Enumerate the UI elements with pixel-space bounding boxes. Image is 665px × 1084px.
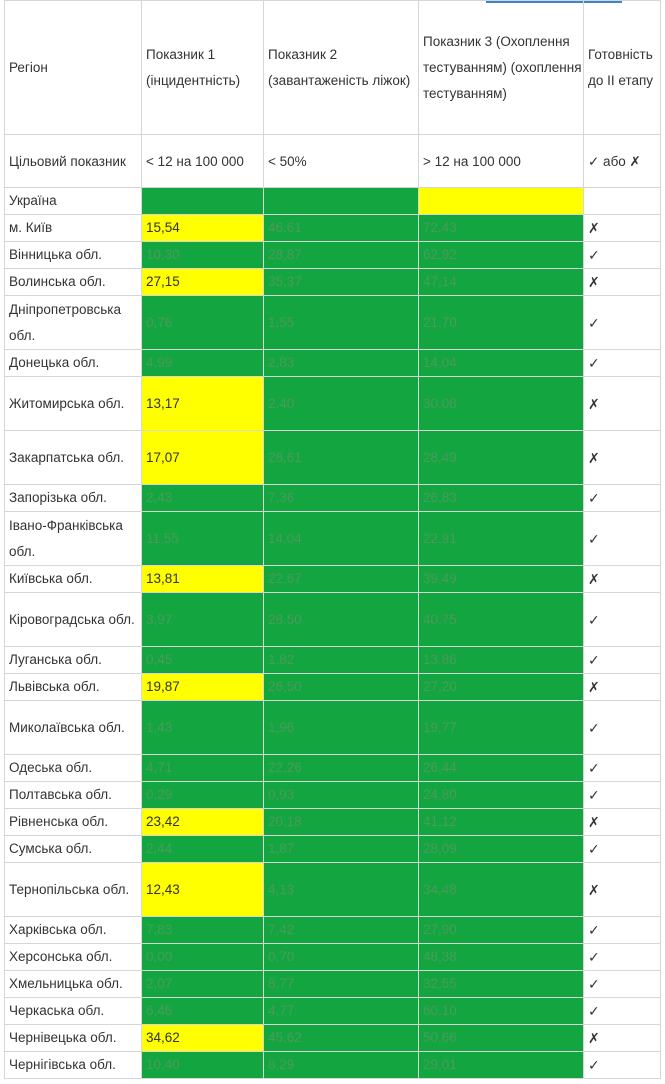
region-name: Кіровоградська обл. (5, 593, 142, 647)
indicator-1-value: 1,43 (142, 701, 264, 755)
indicator-3-value: 41,12 (419, 809, 584, 836)
table-row (5, 1025, 661, 1052)
table-row (5, 863, 661, 917)
region-name: Івано-Франківська обл. (5, 512, 142, 566)
target-indicator-1: < 12 на 100 000 (142, 135, 264, 188)
region-name: Полтавська обл. (5, 782, 142, 809)
region-name: Україна (5, 188, 142, 215)
region-name: Миколаївська обл. (5, 701, 142, 755)
indicator-2-value: 22,67 (264, 566, 419, 593)
region-name: Донецька обл. (5, 350, 142, 377)
table-row (5, 971, 661, 998)
indicator-2-value: 26,50 (264, 674, 419, 701)
table-row (5, 269, 661, 296)
table-row (5, 296, 661, 350)
indicator-3-value: 21,70 (419, 296, 584, 350)
indicator-1-value: 10,30 (142, 242, 264, 269)
indicator-3-value: 27,20 (419, 674, 584, 701)
indicator-2-value: 45,62 (264, 1025, 419, 1052)
target-readiness: ✓ або ✗ (584, 135, 661, 188)
indicator-1-value: 11,55 (142, 512, 264, 566)
table-row (5, 782, 661, 809)
indicator-2-value: 8,77 (264, 971, 419, 998)
indicator-1-value: 4,71 (142, 755, 264, 782)
readiness-mark: ✓ (584, 782, 661, 809)
indicator-2-value: 28,50 (264, 593, 419, 647)
indicator-2-value: 28,87 (264, 242, 419, 269)
indicator-3-value: 27,90 (419, 917, 584, 944)
indicator-3-value: 62,92 (419, 242, 584, 269)
readiness-mark: ✗ (584, 809, 661, 836)
indicator-2-value: 8,29 (264, 1052, 419, 1079)
readiness-mark: ✓ (584, 836, 661, 863)
indicator-1-value: 34,62 (142, 1025, 264, 1052)
indicator-3-value: 50,66 (419, 1025, 584, 1052)
indicator-1-value: 6,46 (142, 998, 264, 1025)
readiness-mark: ✗ (584, 1025, 661, 1052)
readiness-mark: ✗ (584, 674, 661, 701)
readiness-mark: ✓ (584, 512, 661, 566)
indicator-3-value: 47,14 (419, 269, 584, 296)
indicator-3-value: 72,43 (419, 215, 584, 242)
table-row (5, 188, 661, 215)
indicator-2-value: 1,55 (264, 296, 419, 350)
indicator-2-value: 22,26 (264, 755, 419, 782)
table-row (5, 566, 661, 593)
readiness-mark: ✗ (584, 377, 661, 431)
region-name: Черкаська обл. (5, 998, 142, 1025)
indicator-1-value: 27,15 (142, 269, 264, 296)
indicator-3-value: 28,49 (419, 431, 584, 485)
indicator-3-value: 14,04 (419, 350, 584, 377)
region-name: Херсонська обл. (5, 944, 142, 971)
header-indicator-2: Показник 2 (завантаженість ліжок) (264, 1, 419, 135)
readiness-mark: ✓ (584, 242, 661, 269)
readiness-mark: ✓ (584, 296, 661, 350)
indicator-1-value: 23,42 (142, 809, 264, 836)
table-row (5, 485, 661, 512)
target-indicator-2: < 50% (264, 135, 419, 188)
indicator-1-value: 13,17 (142, 377, 264, 431)
readiness-table (4, 0, 661, 1079)
indicator-1-value: 13,81 (142, 566, 264, 593)
indicator-3-value: 30,08 (419, 377, 584, 431)
indicator-2-value: 2,83 (264, 350, 419, 377)
readiness-mark: ✗ (584, 215, 661, 242)
readiness-mark: ✓ (584, 944, 661, 971)
indicator-3-value: 24,80 (419, 782, 584, 809)
indicator-3-value: 48,38 (419, 944, 584, 971)
indicator-2-value: 7,42 (264, 917, 419, 944)
region-name: Чернівецька обл. (5, 1025, 142, 1052)
indicator-3-value: 19,77 (419, 701, 584, 755)
region-name: Хмельницька обл. (5, 971, 142, 998)
indicator-2-value: 4,77 (264, 998, 419, 1025)
table-row (5, 836, 661, 863)
table-row (5, 701, 661, 755)
indicator-1-value: 3,97 (142, 593, 264, 647)
region-name: Тернопільська обл. (5, 863, 142, 917)
indicator-2-value: 4,13 (264, 863, 419, 917)
indicator-2-value: 0,70 (264, 944, 419, 971)
indicator-3-value: 26,83 (419, 485, 584, 512)
region-name: Львівська обл. (5, 674, 142, 701)
readiness-mark: ✓ (584, 1052, 661, 1079)
indicator-2-value: 2,40 (264, 377, 419, 431)
indicator-3-value: 60,10 (419, 998, 584, 1025)
indicator-3-value (419, 188, 584, 215)
table-row (5, 512, 661, 566)
indicator-2-value: 46,61 (264, 215, 419, 242)
header-readiness: Готовність до ІІ етапу (584, 1, 661, 135)
indicator-1-value: 2,44 (142, 836, 264, 863)
region-name: Закарпатська обл. (5, 431, 142, 485)
indicator-1-value: 2,07 (142, 971, 264, 998)
region-name: Чернігівська обл. (5, 1052, 142, 1079)
table-row (5, 593, 661, 647)
table-row (5, 647, 661, 674)
indicator-2-value: 28,61 (264, 431, 419, 485)
readiness-mark (584, 188, 661, 215)
target-indicator-3: > 12 на 100 000 (419, 135, 584, 188)
table-row (5, 944, 661, 971)
indicator-2-value: 7,36 (264, 485, 419, 512)
indicator-2-value: 1,96 (264, 701, 419, 755)
indicator-1-value: 17,07 (142, 431, 264, 485)
indicator-1-value: 0,29 (142, 782, 264, 809)
indicator-2-value: 0,93 (264, 782, 419, 809)
indicator-3-value: 32,55 (419, 971, 584, 998)
readiness-mark: ✓ (584, 998, 661, 1025)
table-row (5, 809, 661, 836)
indicator-3-value: 29,01 (419, 1052, 584, 1079)
indicator-3-value: 39,49 (419, 566, 584, 593)
readiness-mark: ✓ (584, 485, 661, 512)
readiness-mark: ✗ (584, 566, 661, 593)
indicator-2-value (264, 188, 419, 215)
indicator-1-value: 0,45 (142, 647, 264, 674)
region-name: Рівненська обл. (5, 809, 142, 836)
table-row (5, 350, 661, 377)
readiness-mark: ✓ (584, 917, 661, 944)
indicator-3-value: 26,44 (419, 755, 584, 782)
table-row (5, 674, 661, 701)
indicator-2-value: 1,82 (264, 647, 419, 674)
region-name: Луганська обл. (5, 647, 142, 674)
indicator-1-value: 0,76 (142, 296, 264, 350)
header-row (5, 1, 661, 135)
region-name: Одеська обл. (5, 755, 142, 782)
indicator-3-value: 28,09 (419, 836, 584, 863)
readiness-mark: ✗ (584, 431, 661, 485)
readiness-mark: ✗ (584, 269, 661, 296)
indicator-3-value: 13,86 (419, 647, 584, 674)
table-row (5, 215, 661, 242)
indicator-1-value: 2,43 (142, 485, 264, 512)
region-name: Вінницька обл. (5, 242, 142, 269)
indicator-2-value: 35,37 (264, 269, 419, 296)
table-row (5, 1052, 661, 1079)
region-name: Сумська обл. (5, 836, 142, 863)
readiness-mark: ✓ (584, 647, 661, 674)
indicator-1-value: 4,99 (142, 350, 264, 377)
readiness-mark: ✗ (584, 863, 661, 917)
table-row (5, 917, 661, 944)
region-name: Харківська обл. (5, 917, 142, 944)
indicator-3-value: 22,91 (419, 512, 584, 566)
indicator-1-value: 0,00 (142, 944, 264, 971)
region-name: Волинська обл. (5, 269, 142, 296)
table-row (5, 377, 661, 431)
table-row (5, 431, 661, 485)
target-row (5, 135, 661, 188)
indicator-2-value: 20,18 (264, 809, 419, 836)
readiness-mark: ✓ (584, 755, 661, 782)
table-body (5, 1, 661, 1079)
indicator-3-value: 40,75 (419, 593, 584, 647)
table-row (5, 242, 661, 269)
region-name: Житомирська обл. (5, 377, 142, 431)
region-name: Дніпропетровська обл. (5, 296, 142, 350)
indicator-1-value: 10,40 (142, 1052, 264, 1079)
indicator-1-value: 19,87 (142, 674, 264, 701)
region-name: Запорізька обл. (5, 485, 142, 512)
readiness-mark: ✓ (584, 593, 661, 647)
indicator-2-value: 14,04 (264, 512, 419, 566)
readiness-mark: ✓ (584, 701, 661, 755)
target-label: Цільовий показник (5, 135, 142, 188)
table-row (5, 755, 661, 782)
indicator-1-value: 7,83 (142, 917, 264, 944)
readiness-mark: ✓ (584, 350, 661, 377)
header-indicator-3: Показник 3 (Охоплення тестуванням) (охоплення тестуванням) (419, 1, 584, 135)
region-name: Київська обл. (5, 566, 142, 593)
indicator-1-value: 12,43 (142, 863, 264, 917)
indicator-1-value (142, 188, 264, 215)
indicator-3-value: 34,48 (419, 863, 584, 917)
readiness-mark: ✓ (584, 971, 661, 998)
table-row (5, 998, 661, 1025)
indicator-1-value: 15,54 (142, 215, 264, 242)
header-indicator-1: Показник 1 (інцидентність) (142, 1, 264, 135)
indicator-2-value: 1,87 (264, 836, 419, 863)
region-name: м. Київ (5, 215, 142, 242)
header-region: Регіон (5, 1, 142, 135)
